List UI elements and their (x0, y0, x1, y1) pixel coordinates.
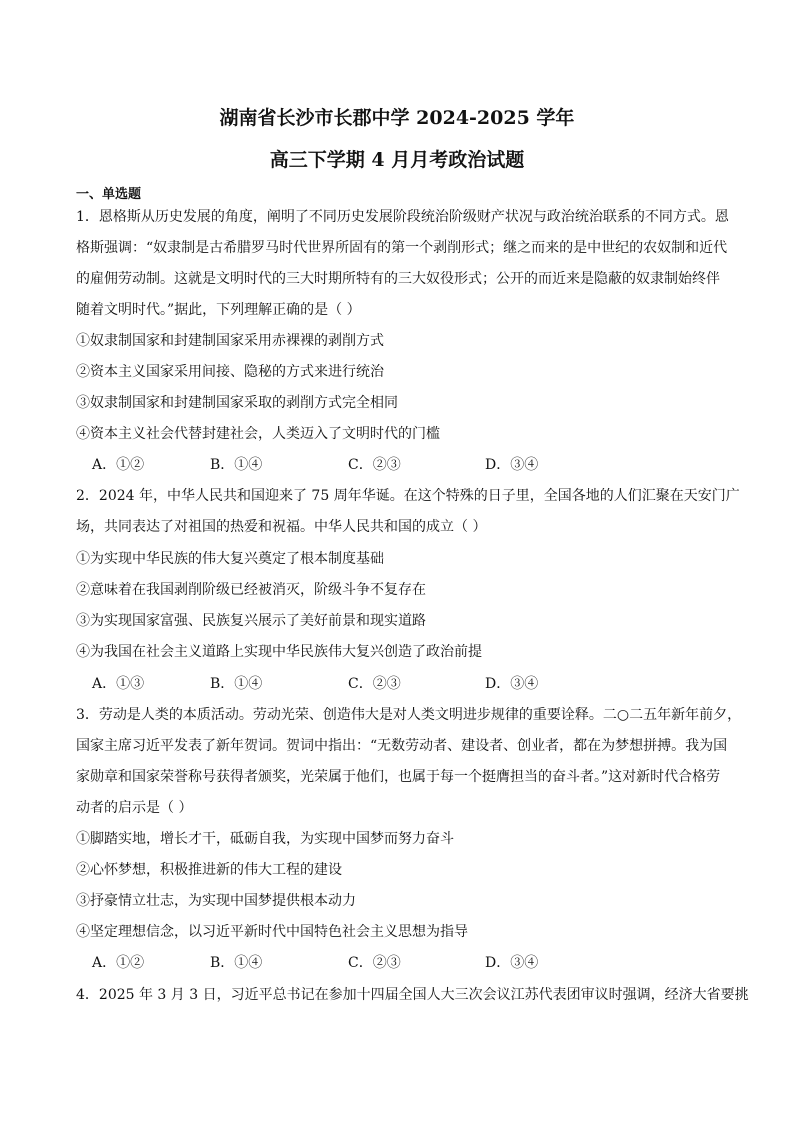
question-1-statement: ④资本主义社会代替封建社会，人类迈入了文明时代的门槛 (76, 426, 440, 442)
section-heading: 一、单选题 (76, 187, 142, 202)
question-3-options (92, 953, 732, 973)
question-3-statement: ③抒豪情立壮志，为实现中国梦提供根本动力 (76, 893, 356, 909)
question-2-options (92, 674, 732, 694)
question-3-statement: ②心怀梦想，积极推进新的伟大工程的建设 (76, 862, 342, 878)
option-c[interactable]: C．②③ (348, 676, 401, 692)
exam-title-line2: 高三下学期 4 月月考政治试题 (269, 149, 525, 171)
option-a[interactable]: A．①② (92, 955, 145, 971)
question-3-text: 家勋章和国家荣誉称号获得者颁奖，光荣属于他们，也属于每一个挺膺担当的奋斗者。”这对新时代合格劳 (76, 769, 721, 785)
question-1-statement: ②资本主义国家采用间接、隐秘的方式来进行统治 (76, 364, 384, 380)
option-b[interactable]: B．①④ (210, 676, 263, 692)
option-d[interactable]: D．③④ (485, 676, 539, 692)
question-2-statement: ③为实现国家富强、民族复兴展示了美好前景和现实道路 (76, 613, 426, 629)
question-2-text: 2．2024 年，中华人民共和国迎来了 75 周年华诞。在这个特殊的日子里，全国各地的人们汇聚在天安门广 (76, 488, 740, 504)
question-1-text: 随着文明时代。”据此，下列理解正确的是（ ） (76, 302, 361, 318)
option-c[interactable]: C．②③ (348, 457, 401, 473)
exam-title-line1: 湖南省长沙市长郡中学 2024-2025 学年 (219, 107, 575, 129)
question-2-statement: ④为我国在社会主义道路上实现中华民族伟大复兴创造了政治前提 (76, 644, 482, 660)
option-b[interactable]: B．①④ (210, 955, 263, 971)
option-c[interactable]: C．②③ (348, 955, 401, 971)
option-a[interactable]: A．①② (92, 457, 145, 473)
question-1-text: 格斯强调：“奴隶制是古希腊罗马时代世界所固有的第一个剥削形式；继之而来的是中世纪的农奴制和近代 (76, 240, 728, 256)
question-2-text: 场，共同表达了对祖国的热爱和祝福。中华人民共和国的成立（ ） (76, 519, 487, 535)
question-3-text: 3．劳动是人类的本质活动。劳动光荣、创造伟大是对人类文明进步规律的重要诠释。二○二五年新年前夕， (76, 707, 742, 723)
question-3-text: 动者的启示是（ ） (76, 800, 193, 816)
option-d[interactable]: D．③④ (485, 457, 539, 473)
question-4-text: 4．2025 年 3 月 3 日，习近平总书记在参加十四届全国人大三次会议江苏代表团审议时强调，经济大省要挑 (76, 987, 749, 1003)
question-2-statement: ①为实现中华民族的伟大复兴奠定了根本制度基础 (76, 551, 384, 567)
question-1-statement: ③奴隶制国家和封建制国家采取的剥削方式完全相同 (76, 395, 398, 411)
question-1-statement: ①奴隶制国家和封建制国家采用赤裸裸的剥削方式 (76, 333, 384, 349)
option-b[interactable]: B．①④ (210, 457, 263, 473)
option-d[interactable]: D．③④ (485, 955, 539, 971)
question-3-text: 国家主席习近平发表了新年贺词。贺词中指出：“无数劳动者、建设者、创业者，都在为梦想拼搏。我为国 (76, 738, 728, 754)
option-a[interactable]: A．①③ (92, 676, 145, 692)
question-1-text: 1．恩格斯从历史发展的角度，阐明了不同历史发展阶段统治阶级财产状况与政治统治联系的不同方式。恩 (76, 209, 729, 225)
question-3-statement: ④坚定理想信念，以习近平新时代中国特色社会主义思想为指导 (76, 924, 468, 940)
question-1-text: 的雇佣劳动制。这就是文明时代的三大时期所特有的三大奴役形式；公开的而近来是隐蔽的奴隶制始终伴 (76, 271, 720, 287)
question-3-statement: ①脚踏实地，增长才干，砥砺自我，为实现中国梦而努力奋斗 (76, 831, 454, 847)
question-1-options (92, 455, 732, 475)
question-2-statement: ②意味着在我国剥削阶级已经被消灭，阶级斗争不复存在 (76, 582, 426, 598)
